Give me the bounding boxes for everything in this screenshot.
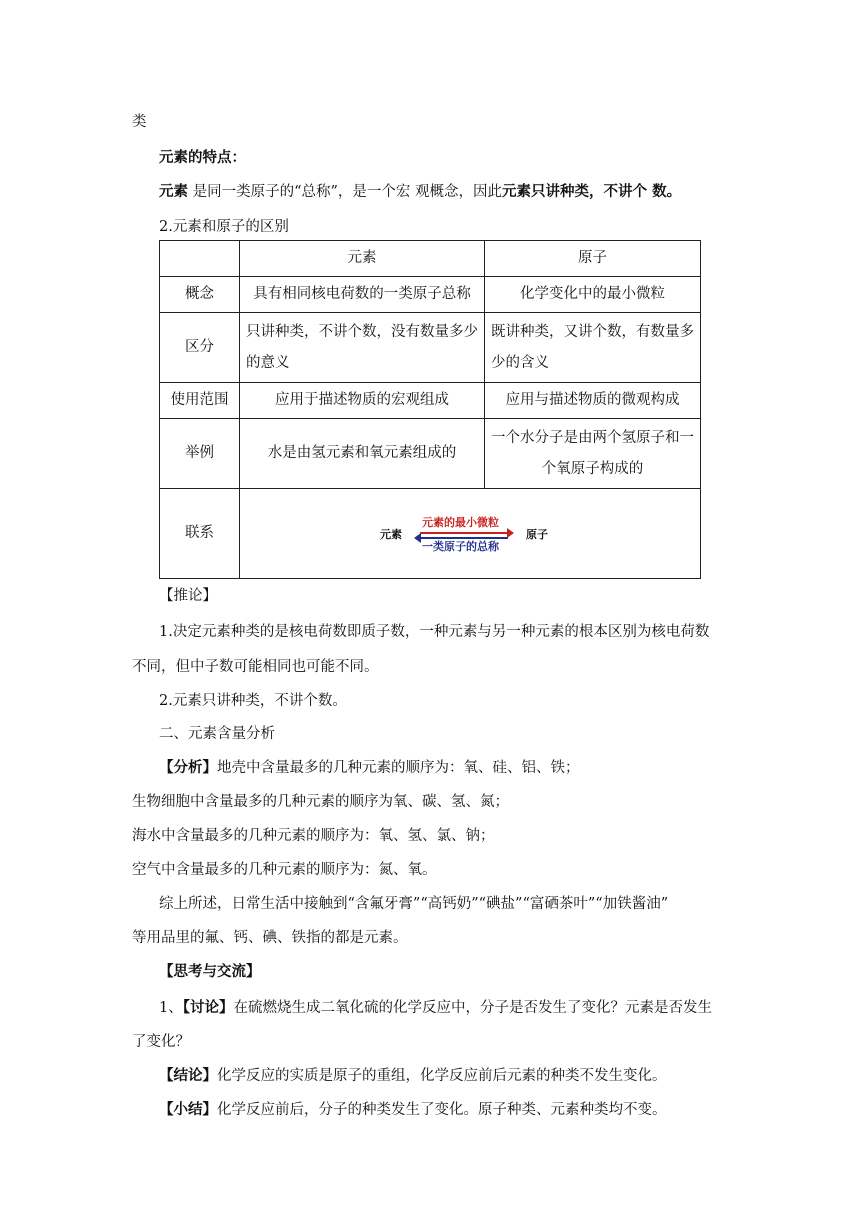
- discuss-text: 在硫燃烧生成二氧化硫的化学反应中，分子是否发生了变化？元素是否发生: [233, 1000, 712, 1016]
- comparison-table: [159, 240, 701, 579]
- summary-tag: 【小结】: [159, 1101, 217, 1118]
- table-header-cell: 元素: [240, 241, 485, 277]
- inference-p1-cont: 不同，但中子数可能相同也可能不同。: [132, 659, 379, 675]
- text-fragment: 类: [132, 114, 147, 130]
- atom-cell: 应用与描述物质的微观构成: [485, 383, 701, 419]
- diagram-left-label: 元素: [380, 527, 402, 541]
- discuss-tag: 【讨论】: [182, 999, 234, 1016]
- analysis-line-4: 空气中含量最多的几种元素的顺序为：氮、氧。: [132, 862, 437, 878]
- table-row: [160, 383, 701, 419]
- analysis-tag: 【分析】: [159, 759, 217, 776]
- atom-cell: 一个水分子是由两个氢原子和一个氧原子构成的: [485, 419, 701, 489]
- arrow-left-icon: [420, 537, 508, 539]
- inference-heading: 【推论】: [159, 588, 217, 604]
- analysis-text: 地壳中含量最多的几种元素的顺序为：氧、硅、铝、铁；: [217, 760, 580, 776]
- conclusion-text: 化学反应的实质是原子的重组，化学反应前后元素的种类不发生变化。: [217, 1068, 667, 1084]
- diagram-top-label: 元素的最小微粒: [422, 515, 499, 529]
- analysis-summary-cont: 等用品里的氟、钙、碘、铁指的都是元素。: [132, 930, 408, 946]
- features-paragraph: [159, 180, 681, 201]
- table-header-row: [160, 241, 701, 277]
- discuss-cont: 了变化？: [132, 1034, 190, 1050]
- discuss-line: [159, 996, 712, 1017]
- summary-text: 化学反应前后，分子的种类发生了变化。原子种类、元素种类均不变。: [217, 1102, 667, 1118]
- features-lead: 元素: [159, 183, 188, 200]
- relation-cell: [240, 489, 701, 579]
- table-header-cell: 原子: [485, 241, 701, 277]
- compare-title: 2.元素和原子的区别: [159, 219, 289, 235]
- features-text: 是同一类原子的“总称”，是一个宏 观概念，因此: [188, 184, 503, 200]
- features-emphasis: 元素只讲种类，不讲个 数。: [502, 183, 682, 200]
- table-row: [160, 313, 701, 383]
- element-cell: 只讲种类，不讲个数，没有数量多少的意义: [240, 313, 485, 383]
- arrow-right-icon: [420, 532, 508, 534]
- conclusion-tag: 【结论】: [159, 1067, 217, 1084]
- row-label: 概念: [160, 277, 240, 313]
- section-title: 二、元素含量分析: [159, 726, 275, 742]
- think-heading: 【思考与交流】: [159, 963, 261, 980]
- diagram-bottom-label: 一类原子的总称: [422, 539, 499, 553]
- discuss-number: 1、: [159, 1000, 183, 1016]
- table-row: [160, 489, 701, 579]
- analysis-line-2: 生物细胞中含量最多的几种元素的顺序为氧、碳、氢、氮；: [132, 794, 509, 810]
- row-label: 区分: [160, 313, 240, 383]
- table-header-cell: [160, 241, 240, 277]
- relation-diagram: [380, 514, 560, 554]
- row-label: 使用范围: [160, 383, 240, 419]
- analysis-summary: 综上所述，日常生活中接触到“含氟牙膏”“高钙奶”“碘盐”“富硒茶叶”“加铁酱油”: [159, 896, 669, 912]
- features-heading: 元素的特点：: [159, 149, 246, 166]
- analysis-line-3: 海水中含量最多的几种元素的顺序为：氧、氢、氯、钠；: [132, 828, 495, 844]
- inference-p2: 2.元素只讲种类，不讲个数。: [159, 693, 347, 709]
- atom-cell: 既讲种类，又讲个数，有数量多少的含义: [485, 313, 701, 383]
- diagram-right-label: 原子: [526, 527, 548, 541]
- element-cell: 水是由氢元素和氧元素组成的: [240, 419, 485, 489]
- conclusion-line: [159, 1064, 667, 1085]
- row-label: 举例: [160, 419, 240, 489]
- element-cell: 应用于描述物质的宏观组成: [240, 383, 485, 419]
- summary-line: [159, 1098, 667, 1119]
- table-row: [160, 419, 701, 489]
- atom-cell: 化学变化中的最小微粒: [485, 277, 701, 313]
- table-row: [160, 277, 701, 313]
- element-cell: 具有相同核电荷数的一类原子总称: [240, 277, 485, 313]
- inference-p1: 1.决定元素种类的是核电荷数即质子数，一种元素与另一种元素的根本区别为核电荷数: [159, 624, 710, 640]
- analysis-line-1: [159, 756, 580, 777]
- row-label: 联系: [160, 489, 240, 579]
